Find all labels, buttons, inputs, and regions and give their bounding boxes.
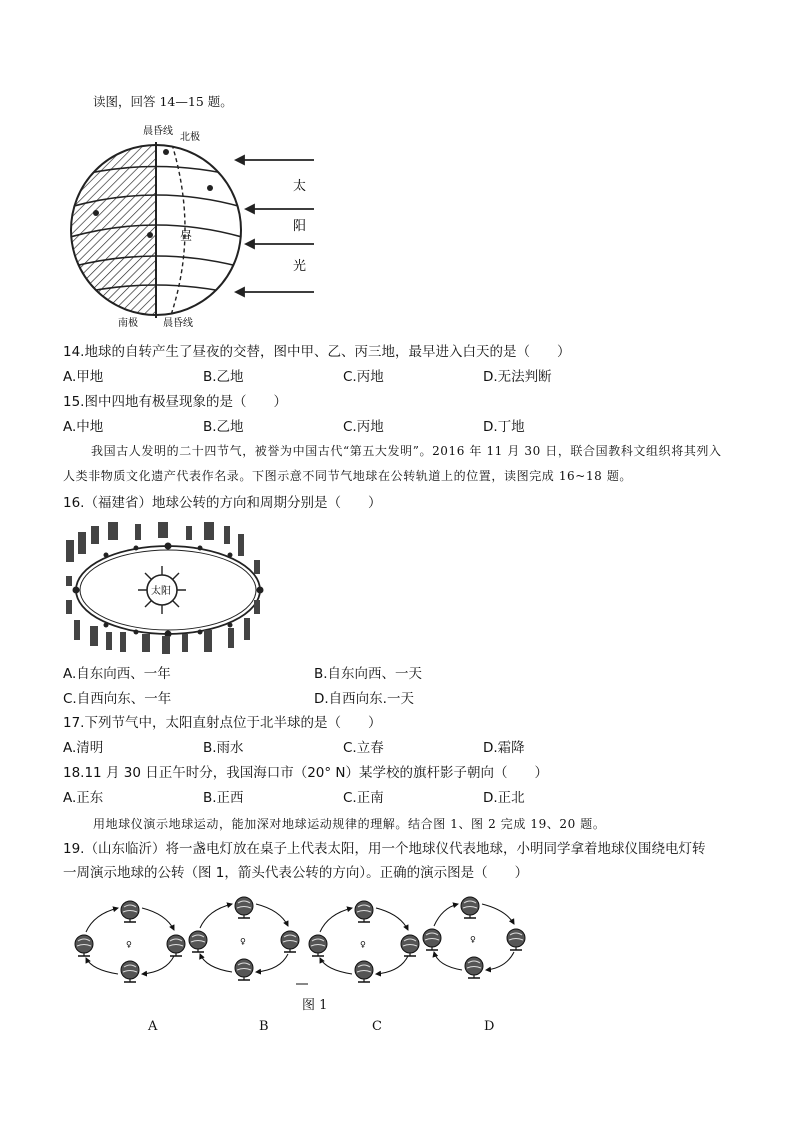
q17-option-a[interactable]: A.清明 [63,740,104,756]
q16-option-a[interactable]: A.自东向西、一年 [63,666,171,682]
intro-reading: 读图，回答 14—15 题。 [93,94,233,109]
diagram-c [309,901,419,982]
q16-stem: 16.（福建省）地球公转的方向和周期分别是（ ） [63,495,382,511]
diagram-d [423,897,525,978]
label-terminator-top: 晨昏线 [143,126,173,137]
q14-option-c[interactable]: C.丙地 [343,369,384,385]
q16-option-c[interactable]: C.自西向东、一年 [63,691,172,707]
figure1-label-d[interactable]: D [484,1019,495,1034]
figure1-label-b[interactable]: B [259,1019,269,1034]
q18-option-b[interactable]: B.正西 [203,790,244,806]
q15-option-c[interactable]: C.丙地 [343,419,384,435]
figure1-caption: 图 1 [302,998,328,1013]
label-terminator-bottom: 晨昏线 [163,318,193,329]
svg-text:♀: ♀ [470,935,476,944]
svg-text:♀: ♀ [360,940,366,949]
q17-option-b[interactable]: B.雨水 [203,740,244,756]
rotation-axis [170,138,185,318]
label-south-pole: 南极 [118,318,138,329]
diagram-b [189,897,299,980]
q18-option-a[interactable]: A.正东 [63,790,104,806]
label-sun-1: 太 [293,179,307,194]
point-yi [147,232,153,238]
label-sun-2: 阳 [293,219,307,234]
sun-label: 太阳 [151,586,171,597]
q14-option-d[interactable]: D.无法判断 [483,369,552,385]
orbit-figure [58,520,278,655]
figure1-label-c[interactable]: C [372,1019,382,1034]
q15-option-b[interactable]: B.乙地 [203,419,244,435]
q17-option-c[interactable]: C.立春 [343,740,384,756]
q18-option-d[interactable]: D.正北 [483,790,525,806]
point-bing [207,185,213,191]
q18-stem: 18.11 月 30 日正午时分，我国海口市（20° N）某学校的旗杆影子朝向（ ） [63,765,549,781]
q16-option-b[interactable]: B.自东向西、一天 [314,666,423,682]
q14-option-b[interactable]: B.乙地 [203,369,244,385]
q14-stem: 14.地球的自转产生了昼夜的交替，图中甲、乙、丙三地，最早进入白天的是（ ） [63,344,571,360]
diagram-a [75,901,185,982]
label-sun-3: 光 [293,259,307,274]
q16-option-d[interactable]: D.自西向东.一天 [314,691,414,707]
q17-stem: 17.下列节气中，太阳直射点位于北半球的是（ ） [63,715,382,731]
q17-option-d[interactable]: D.霜降 [483,740,525,756]
intro-globe-demo: 用地球仪演示地球运动，能加深对地球运动规律的理解。结合图 1、图 2 完成 19、20 题。 [93,817,606,831]
q19-stem-line2: 一周演示地球的公转（图 1，箭头代表公转的方向）。正确的演示图是（ ） [63,865,529,881]
label-north-pole: 北极 [180,132,200,143]
q14-option-a[interactable]: A.甲地 [63,369,104,385]
q19-stem-line1: 19.（山东临沂）将一盏电灯放在桌子上代表太阳，用一个地球仪代表地球，小明同学拿着地球仪围绕电灯转 [63,841,706,857]
point-jia [93,210,99,216]
svg-text:♀: ♀ [240,937,246,946]
figure1-label-a[interactable]: A [148,1019,158,1034]
figure1-diagrams [70,892,540,992]
q15-option-d[interactable]: D.丁地 [483,419,525,435]
globe-figure [60,118,330,333]
q15-option-a[interactable]: A.中地 [63,419,104,435]
q15-stem: 15.图中四地有极昼现象的是（ ） [63,394,287,410]
label-day: 昼 [180,229,193,243]
sun [138,566,186,614]
q18-option-c[interactable]: C.正南 [343,790,384,806]
svg-text:♀: ♀ [126,940,132,949]
point-north [163,149,169,155]
intro-solar-terms: 我国古人发明的二十四节气，被誉为中国古代“第五大发明”。2016 年 11 月 30 日，联合国教科文组织将其列入人类非物质文化遗产代表作名录。下图示意不同节气地球在公转轨道上的位置，读图完成 16~18 题。 [63,444,722,483]
